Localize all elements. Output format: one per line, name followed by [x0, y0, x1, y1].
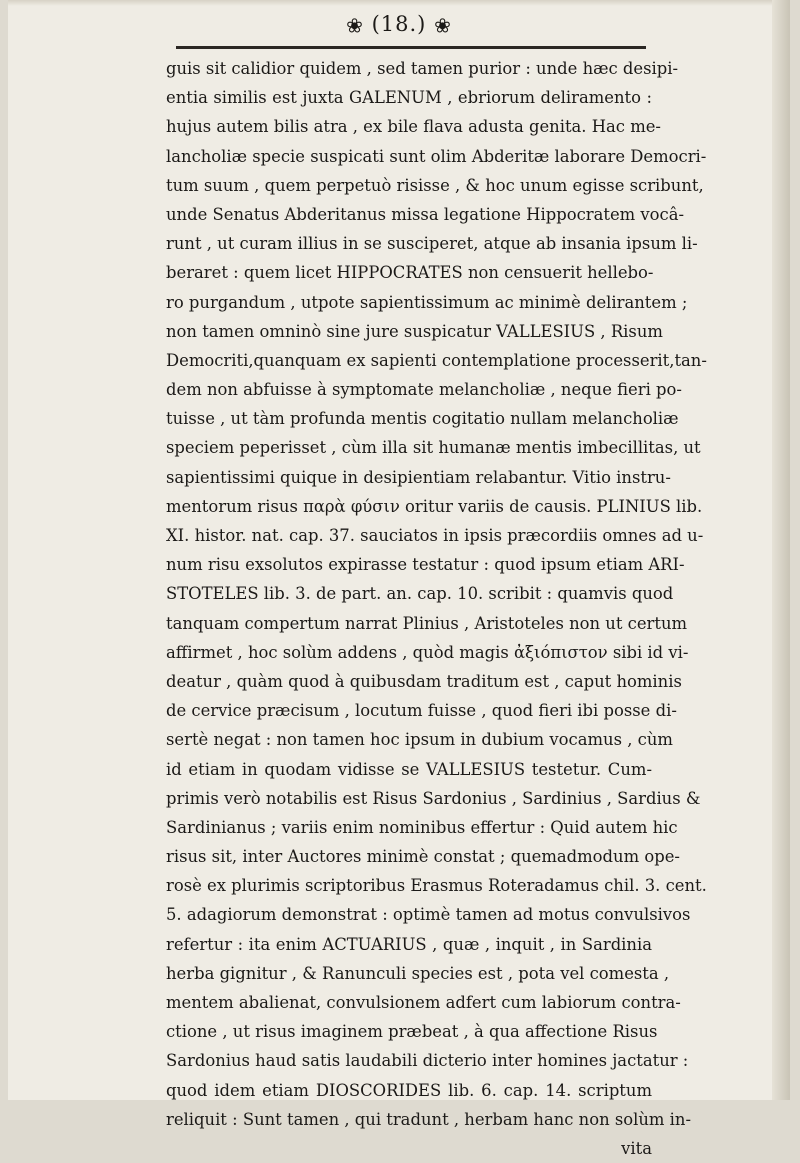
- text-line: reliquit : Sunt tamen , qui tradunt , herbam hanc non solùm in-: [166, 1109, 692, 1129]
- page-header: [8, 12, 790, 38]
- text-line: 5. adagiorum demonstrat : optimè tamen ad motus convulsivos: [166, 905, 691, 925]
- text-line: primis verò notabilis est Risus Sardonius , Sardinius , Sardius &: [166, 788, 701, 808]
- text-line: STOTELES lib. 3. de part. an. cap. 10. scribit : quamvis quod: [166, 584, 674, 604]
- page-top-shadow: [8, 0, 790, 6]
- ornament-left-icon: ❀: [346, 13, 364, 38]
- text-line: sapientissimi quique in desipientiam relabantur. Vitio instru-: [166, 467, 671, 487]
- text-line: num risu exsolutos expirasse testatur : quod ipsum etiam ARI-: [166, 555, 685, 575]
- text-line: tuisse , ut tàm profunda mentis cogitatio nullam melancholiæ: [166, 409, 679, 429]
- text-line: dem non abfuisse à symptomate melancholiæ , neque fieri po-: [166, 380, 682, 400]
- text-line: rosè ex plurimis scriptoribus Erasmus Roteradamus chil. 3. cent.: [166, 876, 707, 896]
- text-line: mentem abalienat, convulsionem adfert cum labiorum contra-: [166, 993, 681, 1012]
- text-line: tanquam compertum narrat Plinius , Aristoteles non ut certum: [166, 613, 688, 633]
- catchword: vita: [621, 1138, 652, 1158]
- text-line: runt , ut curam illius in se susciperet, atque ab insania ipsum li-: [166, 234, 698, 254]
- ornament-right-icon: ❀: [434, 13, 452, 38]
- text-line: beraret : quem licet HIPPOCRATES non censuerit hellebo-: [166, 263, 654, 283]
- body-text: [166, 54, 707, 1163]
- text-line: de cervice præcisum , locutum fuisse , quod fieri ibi posse di-: [166, 701, 677, 721]
- text-line: XI. histor. nat. cap. 37. sauciatos in ipsis præcordiis omnes ad u-: [166, 526, 704, 545]
- text-line: lancholiæ specie suspicati sunt olim Abderitæ laborare Democri-: [166, 146, 707, 166]
- text-line: refertur : ita enim ACTUARIUS , quæ , inquit , in Sardinia: [166, 934, 652, 954]
- text-line: unde Senatus Abderitanus missa legatione Hippocratem vocâ-: [166, 204, 685, 224]
- text-line: hujus autem bilis atra , ex bile flava adusta genita. Hac me-: [166, 117, 661, 137]
- text-line: quod idem etiam DIOSCORIDES lib. 6. cap. 14. scriptum: [166, 1080, 652, 1100]
- text-line: Sardinianus ; variis enim nominibus effertur : Quid autem hic: [166, 817, 678, 837]
- page-gutter-shadow: [772, 0, 790, 1100]
- page-number: (18.): [371, 12, 427, 36]
- text-line: Sardonius haud satis laudabili dicterio inter homines jactatur :: [166, 1051, 689, 1071]
- text-line: id etiam in quodam vidisse se VALLESIUS testetur. Cum-: [166, 759, 652, 779]
- book-page: [8, 0, 790, 1158]
- header-rule: [176, 46, 646, 49]
- text-line: deatur , quàm quod à quibusdam traditum est , caput hominis: [166, 671, 682, 691]
- text-line: ctione , ut risus imaginem præbeat , à qua affectione Risus: [166, 1022, 658, 1042]
- text-line: risus sit, inter Auctores minimè constat ; quemadmodum ope-: [166, 847, 680, 867]
- text-line: mentorum risus παρὰ φύσιν oritur variis de causis. PLINIUS lib.: [166, 496, 703, 516]
- text-line: speciem peperisset , cùm illa sit humanæ mentis imbecillitas, ut: [166, 438, 701, 458]
- text-line: guis sit calidior quidem , sed tamen purior : unde hæc desipi-: [166, 59, 679, 78]
- text-line: Democriti,quanquam ex sapienti contemplatione processerit,tan-: [166, 350, 707, 370]
- text-line: sertè negat : non tamen hoc ipsum in dubium vocamus , cùm: [166, 730, 673, 750]
- text-line: entia similis est juxta GALENUM , ebriorum deliramento :: [166, 88, 652, 108]
- text-line: non tamen omninò sine jure suspicatur VALLESIUS , Risum: [166, 321, 663, 341]
- text-line: ro purgandum , utpote sapientissimum ac minimè delirantem ;: [166, 292, 688, 312]
- text-line: herba gignitur , & Ranunculi species est , pota vel comesta ,: [166, 963, 670, 983]
- text-line: affirmet , hoc solùm addens , quòd magis ἀξιόπιστον sibi id vi-: [166, 642, 689, 662]
- text-line: tum suum , quem perpetuò risisse , & hoc unum egisse scribunt,: [166, 175, 704, 195]
